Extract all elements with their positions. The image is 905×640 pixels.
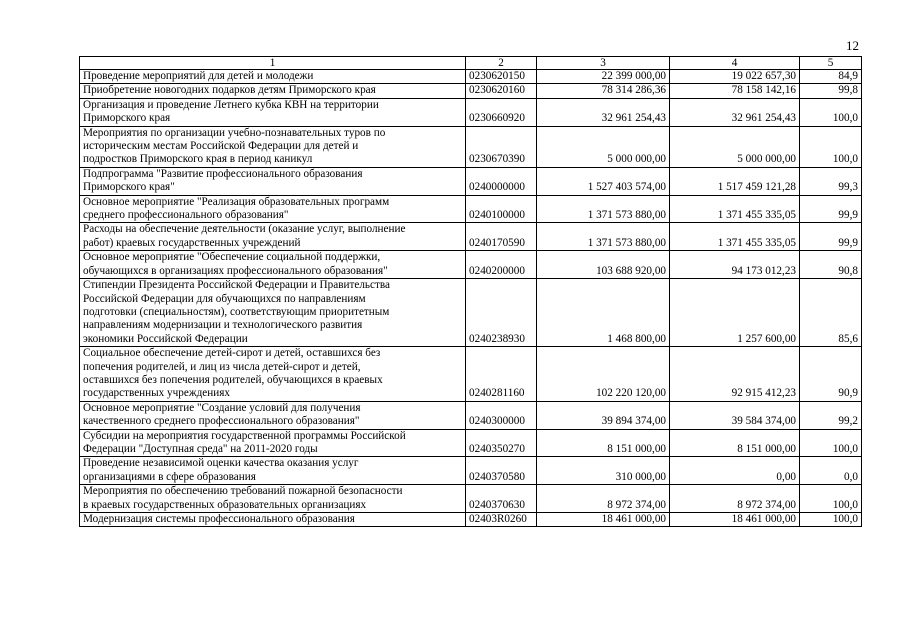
row-code-cell: 0240350270 [466, 429, 537, 457]
table-row [80, 485, 862, 513]
row-code-cell: 0240238930 [466, 279, 537, 347]
row-percent-cell: 84,9 [800, 70, 862, 84]
row-plan-cell: 8 972 374,00 [537, 485, 670, 513]
row-name-line: Проведение независимой оценки качества оказания услуг [83, 457, 359, 470]
row-actual-cell: 1 371 455 335,05 [670, 195, 800, 223]
row-plan-cell: 1 527 403 574,00 [537, 167, 670, 195]
table-row [80, 457, 862, 485]
row-actual-cell: 94 173 012,23 [670, 251, 800, 279]
row-name-line: Федерации "Доступная среда" на 2011-2020 годы [83, 442, 318, 455]
row-percent-cell: 100,0 [800, 98, 862, 126]
row-name-line: качественного среднего профессионального образования" [83, 415, 360, 428]
row-code-cell: 0230620160 [466, 84, 537, 98]
row-name-line: Организация и проведение Летнего кубка КВН на территории [83, 98, 379, 111]
row-name-cell [80, 84, 466, 98]
row-plan-cell: 78 314 286,36 [537, 84, 670, 98]
row-name-line: оставшихся без попечения родителей, обучающихся в краевых [83, 373, 383, 386]
column-header: 4 [670, 57, 800, 70]
row-name-cell [80, 167, 466, 195]
row-plan-cell: 5 000 000,00 [537, 126, 670, 167]
table-row [80, 126, 862, 167]
column-header: 1 [80, 57, 466, 70]
row-name-cell [80, 251, 466, 279]
row-name-line: Подпрограмма "Развитие профессионального образования [83, 167, 363, 180]
row-code-cell: 0240200000 [466, 251, 537, 279]
row-actual-cell: 8 151 000,00 [670, 429, 800, 457]
row-actual-cell: 19 022 657,30 [670, 70, 800, 84]
row-name-line: историческим местам Российской Федерации для детей и [83, 140, 359, 153]
row-name-cell [80, 195, 466, 223]
row-name-line: Приморского края" [83, 181, 175, 194]
table-row [80, 347, 862, 402]
row-name-line: в краевых государственных образовательных организациях [83, 498, 367, 511]
table-row [80, 167, 862, 195]
row-percent-cell: 90,9 [800, 347, 862, 402]
row-plan-cell: 102 220 120,00 [537, 347, 670, 402]
row-name-line: подростков Приморского края в период каникул [83, 153, 313, 166]
row-actual-cell: 78 158 142,16 [670, 84, 800, 98]
table-row [80, 70, 862, 84]
table-row [80, 98, 862, 126]
table-row [80, 401, 862, 429]
table-row [80, 513, 862, 527]
column-header: 2 [466, 57, 537, 70]
row-percent-cell: 99,9 [800, 195, 862, 223]
row-name-line: Приморского края [83, 112, 171, 125]
row-code-cell: 0240370630 [466, 485, 537, 513]
row-name-cell [80, 401, 466, 429]
row-plan-cell: 310 000,00 [537, 457, 670, 485]
row-name-cell [80, 70, 466, 84]
row-name-line: Мероприятия по организации учебно-познавательных туров по [83, 126, 386, 139]
row-name-line: попечения родителей, и лиц из числа детей-сирот и детей, [83, 360, 361, 373]
row-plan-cell: 18 461 000,00 [537, 513, 670, 527]
row-code-cell: 0240170590 [466, 223, 537, 251]
row-actual-cell: 32 961 254,43 [670, 98, 800, 126]
row-name-cell [80, 126, 466, 167]
row-name-line: Основное мероприятие "Создание условий для получения [83, 401, 361, 414]
row-name-line: Стипендии Президента Российской Федерации и Правительства [83, 279, 390, 292]
row-name-line: организациями в сфере образования [83, 470, 256, 483]
row-plan-cell: 103 688 920,00 [537, 251, 670, 279]
table-row [80, 223, 862, 251]
row-code-cell: 0240300000 [466, 401, 537, 429]
row-name-line: Проведение мероприятий для детей и молодежи [83, 70, 314, 82]
row-name-line: Приобретение новогодних подарков детям Приморского края [83, 84, 376, 97]
row-name-line: Социальное обеспечение детей-сирот и детей, оставшихся без [83, 347, 381, 360]
row-actual-cell: 5 000 000,00 [670, 126, 800, 167]
row-name-line: среднего профессионального образования" [83, 209, 289, 222]
row-name-line: Модернизация системы профессионального образования [83, 513, 355, 525]
row-name-line: Основное мероприятие "Реализация образовательных программ [83, 195, 390, 208]
row-plan-cell: 8 151 000,00 [537, 429, 670, 457]
row-percent-cell: 85,6 [800, 279, 862, 347]
page-number: 12 [846, 38, 859, 53]
row-name-line: Российской Федерации для обучающихся по направлениям [83, 292, 366, 305]
row-actual-cell: 8 972 374,00 [670, 485, 800, 513]
table-row [80, 429, 862, 457]
row-name-line: Расходы на обеспечение деятельности (оказание услуг, выполнение [83, 223, 406, 236]
row-percent-cell: 100,0 [800, 485, 862, 513]
row-name-line: направлениям модернизации и технологического развития [83, 319, 363, 332]
row-name-line: работ) краевых государственных учреждений [83, 236, 301, 249]
row-percent-cell: 100,0 [800, 429, 862, 457]
row-name-line: экономики Российской Федерации [83, 332, 248, 345]
row-actual-cell: 0,00 [670, 457, 800, 485]
budget-table [79, 56, 862, 527]
row-percent-cell: 99,8 [800, 84, 862, 98]
row-actual-cell: 1 371 455 335,05 [670, 223, 800, 251]
row-name-line: Мероприятия по обеспечению требований пожарной безопасности [83, 485, 403, 498]
row-name-line: Основное мероприятие "Обеспечение социальной поддержки, [83, 251, 381, 264]
row-name-cell [80, 457, 466, 485]
column-header: 5 [800, 57, 862, 70]
row-percent-cell: 99,2 [800, 401, 862, 429]
table-row [80, 84, 862, 98]
row-actual-cell: 39 584 374,00 [670, 401, 800, 429]
row-actual-cell: 1 257 600,00 [670, 279, 800, 347]
row-plan-cell: 1 371 573 880,00 [537, 195, 670, 223]
row-name-cell [80, 347, 466, 402]
row-percent-cell: 90,8 [800, 251, 862, 279]
row-name-cell [80, 279, 466, 347]
row-name-line: обучающихся в организациях профессионального образования" [83, 264, 388, 277]
row-plan-cell: 32 961 254,43 [537, 98, 670, 126]
row-name-cell [80, 485, 466, 513]
row-percent-cell: 100,0 [800, 513, 862, 527]
table-row [80, 251, 862, 279]
row-plan-cell: 39 894 374,00 [537, 401, 670, 429]
row-actual-cell: 1 517 459 121,28 [670, 167, 800, 195]
table-header-row [80, 57, 862, 70]
row-code-cell: 0240370580 [466, 457, 537, 485]
row-actual-cell: 92 915 412,23 [670, 347, 800, 402]
row-name-cell [80, 98, 466, 126]
row-code-cell: 0230670390 [466, 126, 537, 167]
row-percent-cell: 99,3 [800, 167, 862, 195]
row-actual-cell: 18 461 000,00 [670, 513, 800, 527]
row-code-cell: 02403R0260 [466, 513, 537, 527]
row-name-cell [80, 223, 466, 251]
row-code-cell: 0230620150 [466, 70, 537, 84]
row-plan-cell: 22 399 000,00 [537, 70, 670, 84]
column-header: 3 [537, 57, 670, 70]
row-name-line: Субсидии на мероприятия государственной программы Российской [83, 429, 406, 442]
row-plan-cell: 1 468 800,00 [537, 279, 670, 347]
row-code-cell: 0230660920 [466, 98, 537, 126]
row-name-cell [80, 513, 466, 527]
row-code-cell: 0240100000 [466, 195, 537, 223]
table-body [80, 70, 862, 527]
row-code-cell: 0240000000 [466, 167, 537, 195]
row-percent-cell: 99,9 [800, 223, 862, 251]
row-percent-cell: 0,0 [800, 457, 862, 485]
row-name-cell [80, 429, 466, 457]
table-row [80, 279, 862, 347]
row-plan-cell: 1 371 573 880,00 [537, 223, 670, 251]
row-name-line: государственных учреждениях [83, 387, 230, 400]
table-row [80, 195, 862, 223]
row-code-cell: 0240281160 [466, 347, 537, 402]
row-percent-cell: 100,0 [800, 126, 862, 167]
row-name-line: подготовки (специальностям), соответствующим приоритетным [83, 305, 390, 318]
